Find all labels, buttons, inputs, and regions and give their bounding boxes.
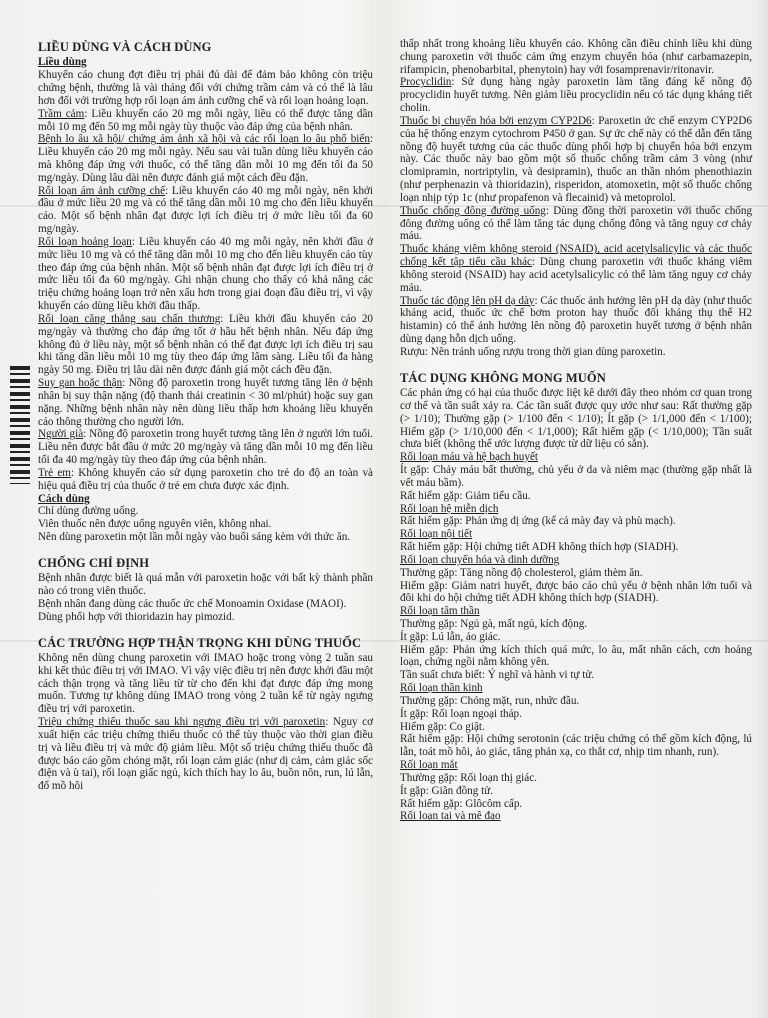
adverse-line: Thường gặp: Tăng nồng độ cholesterol, giảm thèm ăn.	[400, 566, 643, 579]
dosage-item	[38, 185, 373, 236]
adverse-line: Hiếm gặp: Phản ứng kích thích quá mức, lo âu, mất nhân cách, cơn hoảng loạn, chứng ngồi nằm không yên.	[400, 643, 752, 669]
adverse-group-title: Rối loạn máu và hệ bạch huyết	[400, 451, 538, 464]
interaction-item	[400, 115, 752, 205]
usage-line: Viên thuốc nên được uống nguyên viên, không nhai.	[38, 518, 272, 531]
withdrawal-text: : Nguy cơ xuất hiện các triệu chứng thiếu thuốc có thể tùy thuộc vào thời gian điều trị và liều điều trị và mức độ giảm liều. Một số triệu chứng thiếu thuốc đã được báo cáo gồm chóng mặt, rối loạn cảm giác (như dị cảm, cảm giác sốc điện và ù tai), rối loạn giấc ngủ, kích thích hay lo âu, buồn nôn, run, lú lẫn, đổ mồ hôi	[38, 716, 373, 793]
adverse-group-title: Rối loạn mắt	[400, 759, 458, 772]
interaction-text: : Paroxetin ức chế enzym CYP2D6 của hệ thống enzym cytochrom P450 ở gan. Sự ức chế này có thể dẫn đến tăng nồng độ huyết tương của các thuốc dùng phối hợp bị chuyển hóa bởi enzym này. Các thuốc này bao gồm một số thuốc chống trầm cảm 3 vòng (như clomipramin, nortriptylin, và desipramin), thuốc an thần nhóm phenothiazin (như perphenazin và thioridazin), risperidon, atomoxetin, một số thuốc chống loạn nhịp týp 1c (như propafenon và flecainid) và metoprolol.	[400, 114, 752, 204]
left-column	[38, 40, 373, 793]
paper-edge-shadow	[754, 0, 768, 1018]
dosage-item-label: Suy gan hoặc thận	[38, 377, 123, 390]
interaction-label: Thuốc bị chuyển hóa bởi enzym CYP2D6	[400, 114, 592, 127]
alcohol-note: Rượu: Nên tránh uống rượu trong thời gian dùng paroxetin.	[400, 345, 666, 358]
adverse-group	[400, 759, 752, 810]
adverse-group-title: Rối loạn hệ miễn dịch	[400, 502, 499, 515]
adverse-line: Hiếm gặp: Giảm natri huyết, được báo cáo chủ yếu ở bệnh nhân lớn tuổi và đôi khi do hội chứng tiết ADH không thích hợp (SIADH).	[400, 579, 752, 605]
adverse-line: Rất hiếm gặp: Hội chứng tiết ADH không thích hợp (SIADH).	[400, 541, 679, 554]
adverse-line: Thường gặp: Rối loạn thị giác.	[400, 771, 537, 784]
usage-line: Nên dùng paroxetin một lần mỗi ngày vào buổi sáng kèm với thức ăn.	[38, 531, 351, 544]
adverse-group	[400, 554, 752, 605]
dosage-item	[38, 133, 373, 184]
dosage-item-text: : Liều khuyến cáo 40 mg mỗi ngày, nên khởi đầu ở mức liều 10 mg và có thể tăng dần mỗi 10 mg cho đến liều khuyến cáo tùy theo đáp ứng của bệnh nhân. Một số bệnh nhân đạt được lợi ích điều trị ở mức liều tối đa 60 mg/ngày. Ghi nhận chung cho thấy có khả năng các triệu chứng hoảng loạn trở nên xấu hơn trong giai đoạn đầu điều trị, vì vậy khuyến cáo dùng liều khởi đầu thấp.	[38, 235, 373, 313]
adverse-line: Ít gặp: Rối loạn ngoại tháp.	[400, 707, 522, 720]
dosage-subheading: Liều dùng	[38, 56, 87, 69]
dosage-item-label: Rối loạn căng thẳng sau chấn thương	[38, 312, 221, 325]
adverse-line: Rất hiếm gặp: Giảm tiểu cầu.	[400, 489, 531, 502]
interaction-label: Thuốc kháng viêm không steroid (NSAID), acid acetylsalicylic và các thuốc chống kết tập tiểu cầu khác	[400, 243, 752, 269]
adverse-line: Ít gặp: Giãn đồng tử.	[400, 784, 493, 797]
dosage-item-text: : Liều khuyến cáo 20 mg mỗi ngày, liều có thể được tăng dần mỗi 10 mg đến 50 mg mỗi ngày tùy thuộc vào đáp ứng của bệnh nhân.	[38, 107, 373, 133]
withdrawal-label: Triệu chứng thiếu thuốc sau khi ngưng điều trị với paroxetin	[38, 716, 326, 729]
barcode-strip	[10, 366, 30, 484]
interaction-item	[400, 76, 752, 114]
adverse-line: Rất hiếm gặp: Phản ứng dị ứng (kể cả mày đay và phù mạch).	[400, 515, 676, 528]
continued-paragraph: thấp nhất trong khoảng liều khuyến cáo. Không cần điều chỉnh liều khi dùng chung paroxetin với thuốc cảm ứng enzym chuyển hóa (như carbamazepin, rifampicin, phenobarbital, phenytoin) hay với fosamprenavir/ritonavir.	[400, 38, 752, 76]
dosage-item	[38, 428, 373, 466]
dosage-item-label: Trầm cảm	[38, 107, 85, 120]
contraindication-line: Bệnh nhân đang dùng các thuốc ức chế Monoamin Oxidase (MAOI).	[38, 597, 347, 610]
adverse-group-title: Rối loạn chuyển hóa và dinh dưỡng	[400, 553, 560, 566]
interaction-text: : Dùng đồng thời paroxetin với thuốc chống đông đường uống có thể làm tăng tác dụng chống đông và tăng nguy cơ chảy máu.	[400, 204, 753, 243]
interaction-text: : Các thuốc ảnh hưởng lên pH dạ dày (như thuốc kháng acid, thuốc ức chế bơm proton hay thuốc đối kháng thụ thể H2 histamin) có thể ảnh hưởng lên nồng độ paroxetin huyết tương ở bệnh nhân dùng dạng hỗn dịch uống.	[400, 294, 753, 346]
interaction-text: : Sử dụng hàng ngày paroxetin làm tăng đáng kể nồng độ procyclidin huyết tương. Nên giảm liều procyclidin nếu có tác dụng kháng tiết cholin.	[400, 76, 752, 115]
dosage-item-text: : Nồng độ paroxetin trong huyết tương tăng lên ở bệnh nhân bị suy thận nặng (độ thanh thải creatinin < 30 ml/phút) hoặc suy gan nặng. Những bệnh nhân này nên dùng liều thấp hơn khoảng liều khuyến cáo thông thường cho người lớn.	[38, 377, 373, 428]
dosage-item-text: : Không khuyến cáo sử dụng paroxetin cho trẻ do độ an toàn và hiệu quả điều trị của thuốc ở trẻ em chưa được xác định.	[38, 466, 373, 492]
dosage-item	[38, 108, 373, 134]
adverse-line: Ít gặp: Lú lẫn, ảo giác.	[400, 630, 501, 643]
adverse-line: Hiếm gặp: Co giật.	[400, 720, 485, 733]
interaction-label: Procyclidin	[400, 76, 452, 89]
usage-line: Chỉ dùng đường uống.	[38, 505, 139, 518]
adverse-group	[400, 605, 752, 682]
caution-intro: Không nên dùng chung paroxetin với IMAO hoặc trong vòng 2 tuần sau khi kết thúc điều trị với IMAO. Vì vậy việc điều trị nên được khởi đầu một cách thận trọng và tăng liều từ từ cho đến khi đạt được đáp ứng mong muốn. Tương tự không dùng IMAO trong vòng 2 tuần kể từ ngày ngưng điều trị với paroxetin.	[38, 651, 373, 716]
dosage-item-label: Rối loạn hoảng loạn	[38, 235, 132, 248]
adverse-heading: TÁC DỤNG KHÔNG MONG MUỐN	[400, 370, 606, 385]
adverse-line: Rất hiếm gặp: Glôcôm cấp.	[400, 797, 523, 810]
adverse-line: Thường gặp: Chóng mặt, run, nhức đầu.	[400, 694, 580, 707]
dosage-item	[38, 467, 373, 493]
interaction-item	[400, 205, 752, 243]
interaction-label: Thuốc tác động lên pH dạ dày	[400, 294, 535, 307]
dosage-item-label: Rối loạn ám ảnh cưỡng chế	[38, 184, 166, 197]
adverse-line: Tần suất chưa biết: Ý nghĩ và hành vi tự tử.	[400, 669, 595, 682]
dosage-item-label: Trẻ em	[38, 466, 71, 479]
dosage-item	[38, 313, 373, 377]
adverse-line: Rất hiếm gặp: Hội chứng serotonin (các triệu chứng có thể gồm kích động, lú lẫn, toát mồ hôi, ảo giác, tăng phản xạ, co thắt cơ, nhịp tim nhanh, run).	[400, 733, 752, 759]
dosage-item-label: Bệnh lo âu xã hội/ chứng ám ảnh xã hội và các rối loạn lo âu phổ biến	[38, 133, 370, 146]
adverse-group-title: Rối loạn tai và mê đạo	[400, 810, 501, 823]
dosage-item	[38, 236, 373, 313]
dosage-item	[38, 377, 373, 428]
interaction-text: : Dùng chung paroxetin với thuốc kháng viêm không steroid (NSAID) hay acid acetylsalicylic có thể làm tăng nguy cơ chảy máu.	[400, 256, 752, 294]
right-column	[400, 38, 752, 823]
interaction-item	[400, 295, 752, 346]
adverse-group	[400, 503, 752, 529]
usage-heading: Cách dùng	[38, 492, 90, 505]
adverse-line: Thường gặp: Ngủ gà, mất ngủ, kích động.	[400, 617, 588, 630]
contraindication-line: Bệnh nhân được biết là quá mẫn với paroxetin hoặc với bất kỳ thành phần nào có trong viên thuốc.	[38, 572, 373, 598]
dosage-intro: Khuyến cáo chung đợt điều trị phải đủ dài để đảm bảo không còn triệu chứng bệnh, thường là vài tháng đối với chứng trầm cảm và có thể là lâu hơn đối với trường hợp rối loạn ám ảnh cưỡng chế và rối loạn hoảng loạn.	[38, 69, 373, 107]
contraindication-heading: CHỐNG CHỈ ĐỊNH	[38, 555, 150, 570]
dosage-item-text: : Liều khởi đầu khuyến cáo 20 mg/ngày và thường cho đáp ứng tốt ở hầu hết bệnh nhân. Nếu đáp ứng không đủ ở liều này, một số bệnh nhân có thể đạt được lợi ích điều trị sau khi tăng dần liều mỗi 10 mg tùy theo đáp ứng lâm sàng. Liều tối đa hàng ngày 50 mg. Điều trị lâu dài nên được đánh giá một cách đều đặn.	[38, 312, 373, 377]
adverse-intro: Các phản ứng có hại của thuốc được liệt kê dưới đây theo nhóm cơ quan trong cơ thể và tần suất xảy ra. Các tần suất được quy ước như sau: Rất thường gặp (> 1/10); Thường gặp (> 1/100 đến < 1/10); Ít gặp (> 1/1,000 đến < 1/100); Hiếm gặp (> 1/10,000 đến < 1/1,000); Rất hiếm gặp (< 1/10,000); Tần suất chưa biết (không thể ước lượng được từ dữ liệu có sẵn).	[400, 387, 752, 451]
interaction-label: Thuốc chống đông đường uống	[400, 204, 546, 217]
adverse-group	[400, 682, 752, 759]
adverse-group	[400, 451, 752, 502]
withdrawal-paragraph	[38, 716, 373, 793]
adverse-group-title: Rối loạn thần kinh	[400, 682, 483, 695]
caution-heading: CÁC TRƯỜNG HỢP THẬN TRỌNG KHI DÙNG THUỐC	[38, 635, 362, 650]
contraindication-line: Dùng phối hợp với thioridazin hay pimozid.	[38, 610, 235, 623]
dosage-heading: LIỀU DÙNG VÀ CÁCH DÙNG	[38, 40, 212, 54]
adverse-group-title: Rối loạn tâm thần	[400, 605, 480, 618]
adverse-group	[400, 810, 752, 823]
adverse-group-title: Rối loạn nội tiết	[400, 528, 473, 541]
dosage-item-text: : Liều khuyến cáo 40 mg mỗi ngày, nên khởi đầu ở mức liều 20 mg và có thể tăng dần mỗi 10 mg cho đến liều khuyến cáo. Một số bệnh nhân đạt được lợi ích điều trị ở mức liều tối đa 60 mg/ngày.	[38, 184, 373, 236]
adverse-line: Ít gặp: Chảy máu bất thường, chủ yếu ở da và niêm mạc (thường gặp nhất là vết máu bầm).	[400, 464, 752, 489]
dosage-item-text: : Nồng độ paroxetin trong huyết tương tăng lên ở người lớn tuổi. Liều nên được bắt đầu ở mức 20 mg/ngày và tăng dần mỗi 10 mg đến liều tối đa 40 mg/ngày tùy theo đáp ứng của bệnh nhân.	[38, 428, 373, 467]
interaction-item	[400, 243, 752, 294]
dosage-item-label: Người già	[38, 428, 84, 441]
adverse-group	[400, 528, 752, 554]
dosage-item-text: : Liều khuyến cáo 20 mg mỗi ngày. Nếu sau vài tuần dùng liều khuyến cáo mà không đáp ứng với thuốc, có thể tăng dần mỗi 10 mg đến tối đa 50 mg/ngày. Dùng lâu dài nên được đánh giá một cách đều đặn.	[38, 133, 373, 184]
